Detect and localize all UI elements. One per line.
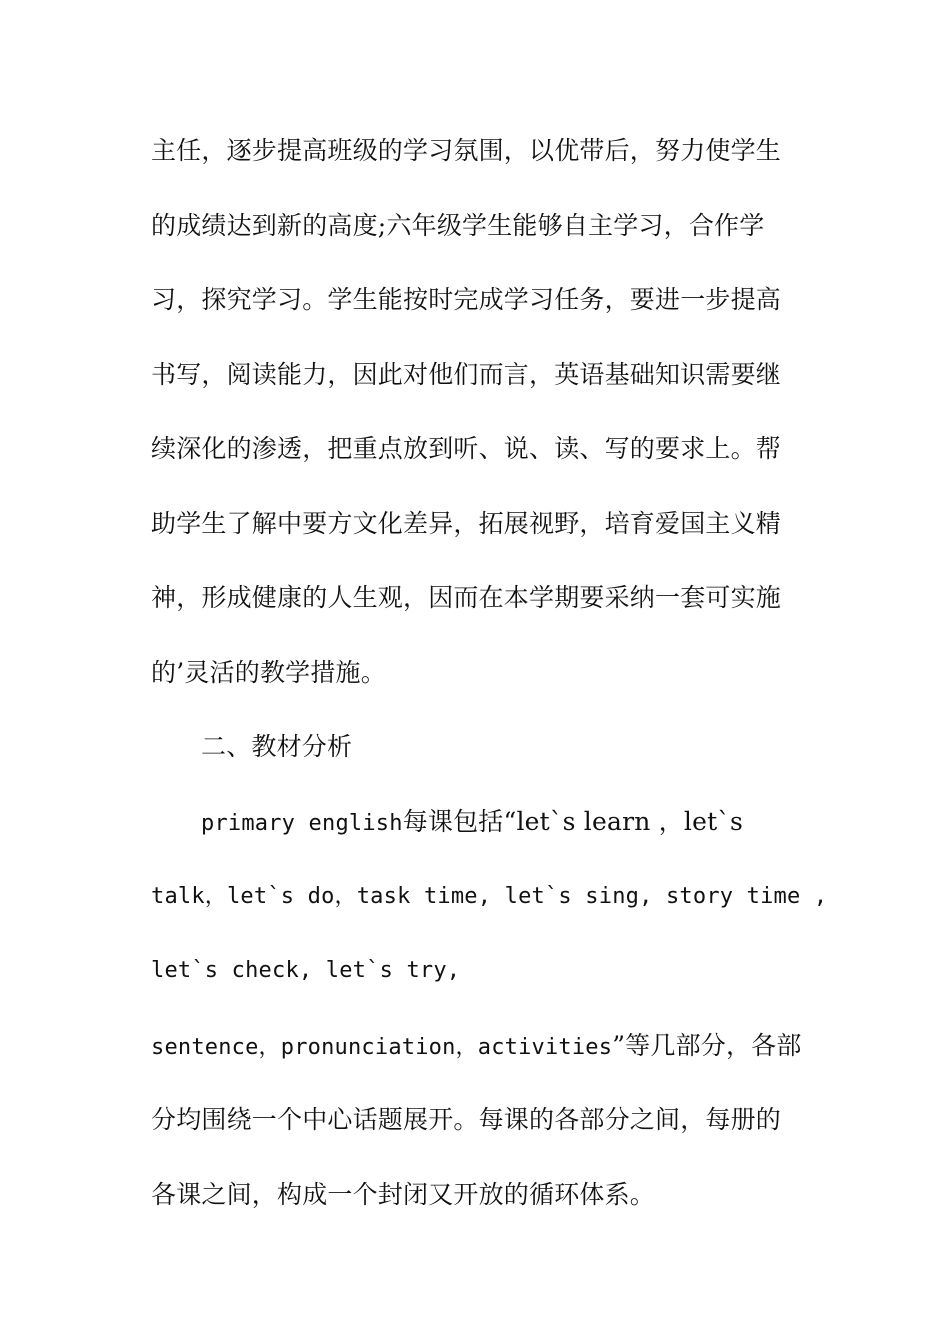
paragraph2-line-4 xyxy=(151,1026,831,1066)
section-heading: 二、教材分析 xyxy=(201,732,353,761)
paragraph-line-2: 的成绩达到新的高度;六年级学生能够自主学习，合作学 xyxy=(151,211,765,240)
paragraph2-line-2: talk，let`s do，task time, let`s sing, story time , xyxy=(151,884,828,909)
paragraph2-line-4-cn: ”等几部分，各部 xyxy=(612,1031,802,1060)
paragraph2-line-3: let`s check, let`s try, xyxy=(151,958,461,983)
paragraph-line-8: 的’灵活的教学措施。 xyxy=(151,658,386,687)
paragraph2-line-6: 各课之间，构成一个封闭又开放的循环体系。 xyxy=(151,1180,656,1209)
paragraph2-line-1-en: primary english xyxy=(201,811,403,836)
paragraph2-line-1 xyxy=(201,802,861,842)
paragraph-line-5: 续深化的渗透，把重点放到听、说、读、写的要求上。帮 xyxy=(151,434,782,463)
paragraph2-line-5: 分均围绕一个中心话题展开。每课的各部分之间，每册的 xyxy=(151,1105,782,1134)
paragraph-line-3: 习，探究学习。学生能按时完成学习任务，要进一步提高 xyxy=(151,285,782,314)
paragraph2-line-1-cn: 每课包括“let`s learn ，let`s xyxy=(402,807,744,836)
paragraph-line-1: 主任，逐步提高班级的学习氛围，以优带后，努力使学生 xyxy=(151,136,782,165)
paragraph-line-4: 书写，阅读能力，因此对他们而言，英语基础知识需要继 xyxy=(151,360,782,389)
paragraph2-line-4-en: sentence，pronunciation，activities xyxy=(151,1035,613,1060)
paragraph-line-6: 助学生了解中要方文化差异，拓展视野，培育爱国主义精 xyxy=(151,509,782,538)
paragraph-line-7: 神，形成健康的人生观，因而在本学期要采纳一套可实施 xyxy=(151,583,782,612)
